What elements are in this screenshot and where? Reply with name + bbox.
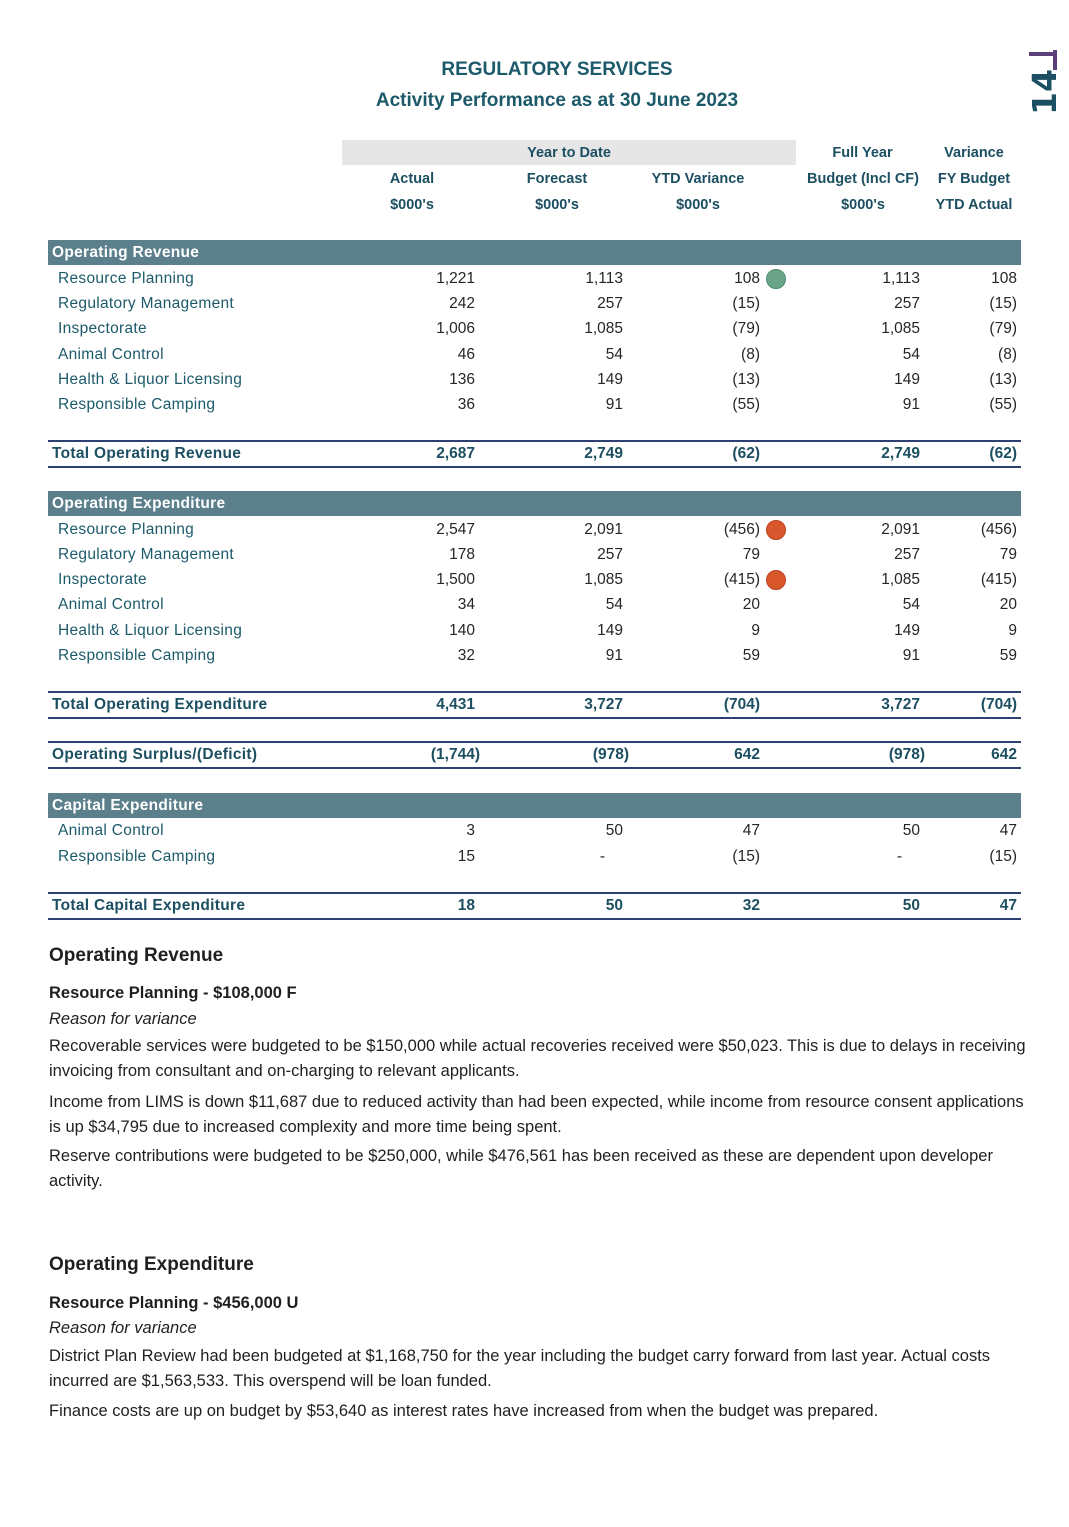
cell-actual: 36	[457, 396, 475, 413]
cell-forecast: -	[599, 848, 605, 865]
cell-fy-variance: (415)	[980, 571, 1017, 588]
page-subtitle: Activity Performance as at 30 June 2023	[375, 90, 739, 111]
row-label: Regulatory Management	[58, 295, 235, 312]
row-label: Regulatory Management	[58, 546, 235, 563]
total-row-operating-expenditure	[48, 691, 1021, 719]
cell-forecast: 3,727	[584, 696, 623, 713]
cell-fy-variance: 108	[991, 270, 1017, 287]
header-forecast: Forecast	[526, 171, 588, 187]
cell-ytd-variance: (62)	[732, 445, 760, 462]
header-full-year: Full Year	[832, 145, 893, 161]
total-row-capital-expenditure	[48, 892, 1021, 920]
cell-ytd-variance: (456)	[723, 521, 760, 538]
cell-fy-variance: 59	[999, 647, 1017, 664]
section-label: Capital Expenditure	[52, 797, 204, 814]
cell-fy-variance: (704)	[980, 696, 1017, 713]
cell-ytd-variance: (15)	[732, 848, 760, 865]
cell-actual: 1,006	[436, 320, 475, 337]
cell-budget: (978)	[888, 746, 925, 763]
notes-reason-label: Reason for variance	[49, 1319, 197, 1337]
row-label: Total Operating Revenue	[52, 445, 242, 462]
section-operating-revenue	[48, 240, 1021, 265]
row-label: Resource Planning	[58, 521, 195, 538]
cell-actual: 1,221	[436, 270, 475, 287]
cell-actual: 18	[457, 897, 475, 914]
cell-actual: 1,500	[436, 571, 475, 588]
notes-paragraph: District Plan Review had been budgeted at $1,168,750 for the year including the budget carry forward from last year. Actual costs incurred are $1,563,533. This overspend will be loan funded.	[49, 1347, 991, 1390]
row-label: Animal Control	[58, 822, 164, 839]
cell-fy-variance: (79)	[989, 320, 1017, 337]
cell-fy-variance: (62)	[989, 445, 1017, 462]
cell-fy-variance: (13)	[989, 371, 1017, 388]
cell-ytd-variance: (704)	[723, 696, 760, 713]
cell-fy-variance: (15)	[989, 295, 1017, 312]
cell-actual: 140	[449, 622, 475, 639]
cell-budget: 149	[894, 371, 920, 388]
row-label: Health & Liquor Licensing	[58, 371, 243, 388]
table-row	[48, 542, 1021, 567]
cell-actual: 3	[466, 822, 475, 839]
cell-actual: 136	[449, 371, 475, 388]
cell-ytd-variance: (415)	[723, 571, 760, 588]
cell-fy-variance: (8)	[998, 346, 1017, 363]
cell-forecast: 149	[597, 371, 623, 388]
table-row	[48, 567, 1021, 592]
cell-forecast: 2,749	[584, 445, 623, 462]
cell-forecast: 54	[605, 596, 623, 613]
cell-budget: 2,749	[881, 445, 920, 462]
cell-forecast: 54	[605, 346, 623, 363]
cell-budget: 2,091	[881, 521, 920, 538]
cell-ytd-variance: (13)	[732, 371, 760, 388]
cell-budget: 1,085	[881, 571, 920, 588]
row-label: Total Operating Expenditure	[52, 696, 268, 713]
cell-budget: 91	[902, 396, 920, 413]
title-block	[0, 56, 1069, 118]
cell-ytd-variance: 47	[742, 822, 760, 839]
table-row	[48, 618, 1021, 643]
cell-ytd-variance: 79	[742, 546, 760, 563]
cell-fy-variance: (55)	[989, 396, 1017, 413]
cell-actual: 34	[457, 596, 475, 613]
row-label: Animal Control	[58, 346, 164, 363]
favourable-indicator-icon	[766, 269, 786, 289]
table-row	[48, 818, 1021, 843]
table-row	[48, 844, 1021, 869]
cell-budget: 54	[902, 346, 920, 363]
cell-budget: 50	[902, 822, 920, 839]
header-fy-budget: FY Budget	[937, 171, 1011, 187]
cell-budget: 1,085	[881, 320, 920, 337]
cell-fy-variance: 642	[991, 746, 1017, 763]
notes-reason-label: Reason for variance	[49, 1010, 197, 1028]
total-row-operating-surplus	[48, 741, 1021, 769]
cell-forecast: 50	[605, 897, 623, 914]
section-capital-expenditure	[48, 793, 1021, 818]
notes-paragraph: Finance costs are up on budget by $53,640 as interest rates have increased from when the budget was prepared.	[49, 1402, 879, 1420]
unfavourable-indicator-icon	[766, 520, 786, 540]
header-unit-actual: $000's	[390, 197, 434, 213]
cell-fy-variance: 47	[999, 897, 1017, 914]
cell-actual: 15	[457, 848, 475, 865]
notes-paragraph: Recoverable services were budgeted to be $150,000 while actual recoveries received were $50,023. This is due to delays in receiving invoicing from consultant and on-charging to relevant applicants.	[49, 1037, 1026, 1080]
row-label: Inspectorate	[58, 320, 147, 337]
cell-actual: 2,547	[436, 521, 475, 538]
cell-ytd-variance: (55)	[732, 396, 760, 413]
header-actual: Actual	[389, 171, 435, 187]
header-unit-forecast: $000's	[535, 197, 579, 213]
cell-budget: 257	[894, 295, 920, 312]
cell-actual: 2,687	[436, 445, 475, 462]
cell-ytd-variance: 9	[751, 622, 760, 639]
notes-item-resource-planning-expenditure: Resource Planning - $456,000 U	[49, 1294, 299, 1312]
table-row	[48, 392, 1021, 417]
section-operating-expenditure	[48, 491, 1021, 516]
cell-actual: 32	[457, 647, 475, 664]
header-budget: Budget (Incl CF)	[807, 171, 919, 187]
cell-actual: (1,744)	[430, 746, 480, 763]
cell-budget: 50	[902, 897, 920, 914]
cell-forecast: 91	[605, 396, 623, 413]
notes-heading-operating-revenue: Operating Revenue	[49, 945, 224, 966]
row-label: Resource Planning	[58, 270, 195, 287]
row-label: Responsible Camping	[58, 647, 216, 664]
header-variance: Variance	[944, 145, 1004, 161]
row-label: Health & Liquor Licensing	[58, 622, 243, 639]
row-label: Operating Surplus/(Deficit)	[52, 746, 258, 763]
cell-actual: 178	[449, 546, 475, 563]
table-row	[48, 266, 1021, 291]
header-ytd-actual: YTD Actual	[935, 197, 1013, 213]
cell-budget: -	[896, 848, 902, 865]
row-label: Animal Control	[58, 596, 164, 613]
cell-ytd-variance: (79)	[732, 320, 760, 337]
cell-actual: 46	[457, 346, 475, 363]
cell-forecast: (978)	[592, 746, 629, 763]
cell-fy-variance: 79	[999, 546, 1017, 563]
cell-ytd-variance: 108	[734, 270, 760, 287]
notes-heading-operating-expenditure: Operating Expenditure	[49, 1254, 254, 1275]
cell-actual: 242	[449, 295, 475, 312]
header-year-to-date: Year to Date	[527, 145, 611, 161]
table-row	[48, 517, 1021, 542]
cell-actual: 4,431	[436, 696, 475, 713]
header-unit-budget: $000's	[841, 197, 885, 213]
section-label: Operating Revenue	[52, 244, 200, 261]
cell-ytd-variance: 59	[742, 647, 760, 664]
cell-forecast: 2,091	[584, 521, 623, 538]
header-unit-ytd: $000's	[676, 197, 720, 213]
row-label: Responsible Camping	[58, 396, 216, 413]
table-row	[48, 367, 1021, 392]
table-row	[48, 316, 1021, 341]
table-row	[48, 592, 1021, 617]
cell-forecast: 91	[605, 647, 623, 664]
cell-budget: 3,727	[881, 696, 920, 713]
page-number: 14	[1024, 69, 1064, 115]
cell-forecast: 50	[605, 822, 623, 839]
cell-budget: 257	[894, 546, 920, 563]
cell-budget: 149	[894, 622, 920, 639]
cell-fy-variance: (456)	[980, 521, 1017, 538]
cell-fy-variance: 9	[1008, 622, 1017, 639]
cell-ytd-variance: (15)	[732, 295, 760, 312]
notes-paragraph: Income from LIMS is down $11,687 due to reduced activity than had been expected, while income from resource consent applications is up $34,795 due to increased complexity and more time being spent.	[49, 1093, 1024, 1136]
cell-budget: 54	[902, 596, 920, 613]
row-label: Responsible Camping	[58, 848, 216, 865]
table-row	[48, 342, 1021, 367]
cell-forecast: 1,113	[585, 270, 623, 287]
cell-ytd-variance: 642	[734, 746, 760, 763]
cell-ytd-variance: 32	[742, 897, 760, 914]
unfavourable-indicator-icon	[766, 570, 786, 590]
total-row-operating-revenue	[48, 440, 1021, 468]
table-row	[48, 643, 1021, 668]
cell-fy-variance: 20	[999, 596, 1017, 613]
table-row	[48, 291, 1021, 316]
cell-fy-variance: (15)	[989, 848, 1017, 865]
cell-fy-variance: 47	[999, 822, 1017, 839]
cell-forecast: 1,085	[584, 571, 623, 588]
cell-forecast: 257	[597, 546, 623, 563]
page-title: REGULATORY SERVICES	[441, 59, 673, 80]
header-ytd-variance: YTD Variance	[651, 171, 745, 187]
cell-forecast: 1,085	[584, 320, 623, 337]
cell-ytd-variance: (8)	[741, 346, 760, 363]
cell-forecast: 257	[597, 295, 623, 312]
cell-ytd-variance: 20	[742, 596, 760, 613]
row-label: Total Capital Expenditure	[52, 897, 246, 914]
section-label: Operating Expenditure	[52, 495, 226, 512]
cell-budget: 1,113	[882, 270, 920, 287]
cell-budget: 91	[902, 647, 920, 664]
row-label: Inspectorate	[58, 571, 147, 588]
cell-forecast: 149	[597, 622, 623, 639]
notes-paragraph: Reserve contributions were budgeted to be $250,000, while $476,561 has been received as these are dependent upon developer activity.	[49, 1147, 993, 1190]
notes-item-resource-planning-revenue: Resource Planning - $108,000 F	[49, 984, 297, 1002]
